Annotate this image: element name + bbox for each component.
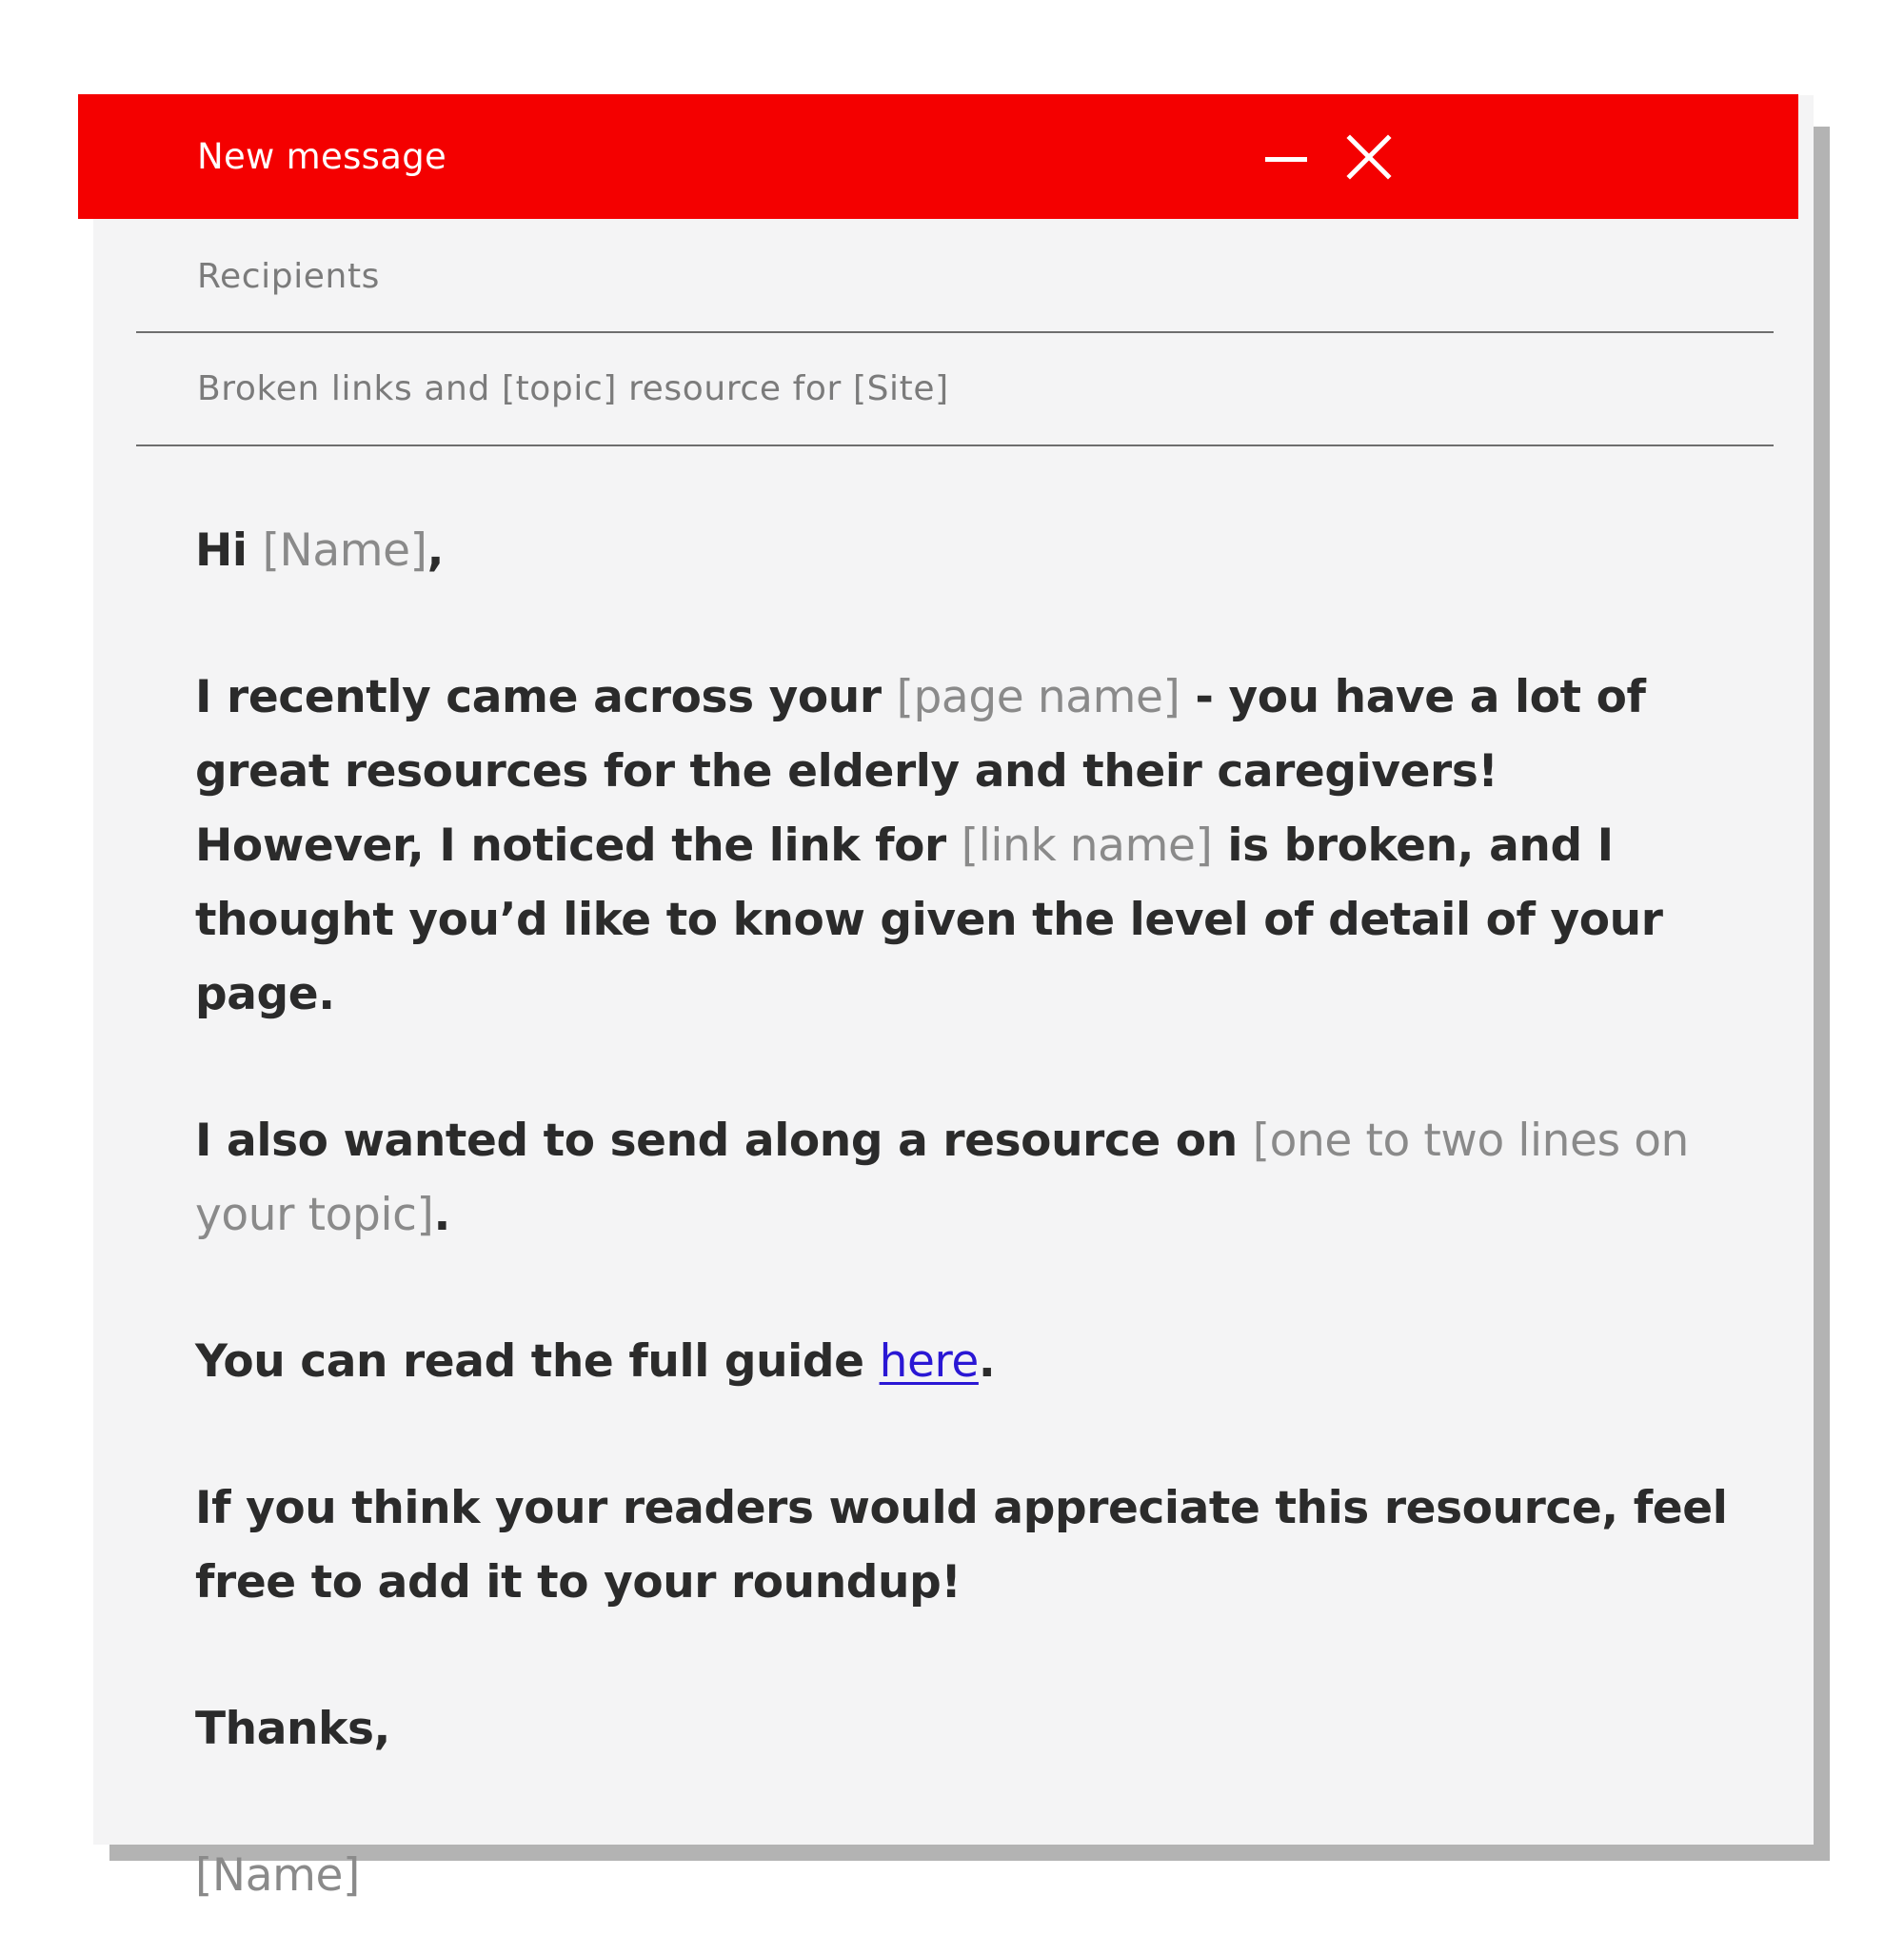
window-title: New message [197, 136, 447, 177]
minimize-icon [1265, 157, 1307, 162]
recipients-placeholder: Recipients [197, 257, 381, 296]
guide-link[interactable]: here [879, 1335, 979, 1388]
message-body[interactable] [195, 514, 1728, 1955]
close-button[interactable] [1335, 123, 1403, 191]
paragraph-closing: If you think your readers would appreciate this resource, feel free to add it to your roundup! [195, 1482, 1728, 1609]
greeting: Hi [Name], [195, 524, 445, 577]
paragraph-resource: I also wanted to send along a resource on [one to two lines on your topic]. [195, 1115, 1689, 1241]
minimize-button[interactable] [1256, 128, 1317, 188]
subject-value: Broken links and [topic] resource for [Site] [197, 369, 949, 408]
page-name-placeholder: [page name] [896, 671, 1180, 723]
paragraph-guide: You can read the full guide here. [195, 1335, 996, 1388]
link-name-placeholder: [link name] [961, 820, 1213, 872]
topic-placeholder: [one to two lines on your topic] [195, 1115, 1689, 1241]
paragraph-intro: I recently came across your [page name] - you have a lot of great resources for the elderly and their caregivers! However, I noticed the link for [link name] is broken, and I thought you’d like to know given the level of detail of your page. [195, 671, 1663, 1020]
subject-field[interactable] [136, 333, 1774, 446]
recipient-name-placeholder: [Name] [262, 524, 427, 577]
recipients-field[interactable] [136, 219, 1774, 333]
close-icon [1335, 123, 1403, 191]
compose-titlebar [78, 94, 1798, 219]
signoff: Thanks, [195, 1703, 390, 1755]
signature-name-placeholder: [Name] [195, 1849, 360, 1902]
